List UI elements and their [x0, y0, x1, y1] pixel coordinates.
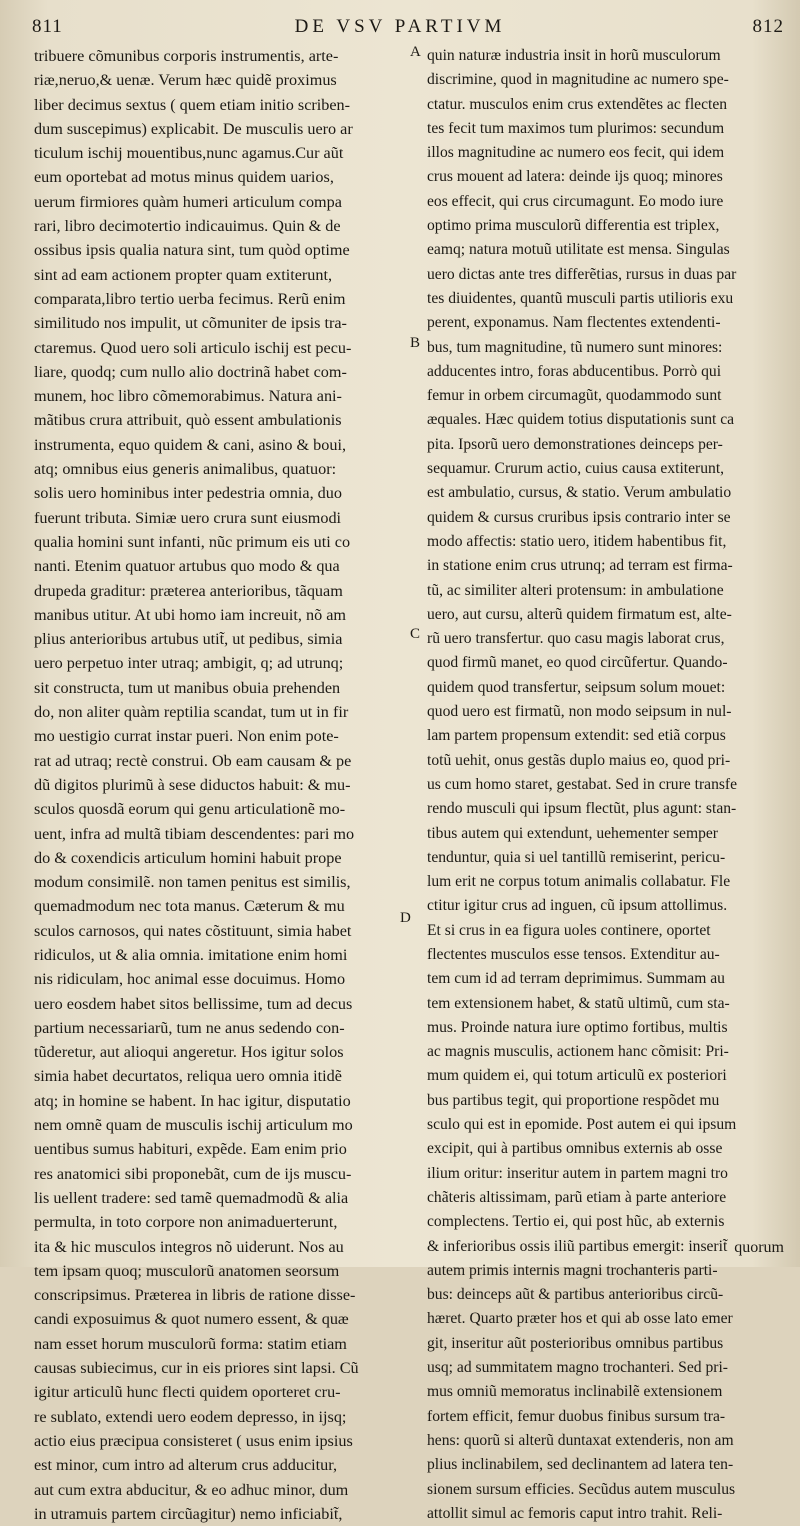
text-line: candi exposuimus & quot numero essent, & quæ — [34, 1310, 349, 1329]
text-line: mãtibus crura attribuit, quò essent ambulationis — [34, 411, 342, 430]
text-line: eum oportebat ad motus minus quidem uarios, — [34, 168, 334, 187]
text-line: pita. Ipsorũ uero demonstrationes deinceps per- — [427, 435, 723, 453]
text-line: dũ digitos plurimũ à sese diductos habuit: & mu- — [34, 775, 351, 794]
text-line: ita & hic musculos integros nõ uiderunt. Nos au — [34, 1237, 344, 1256]
text-line: tes fecit tum maximos tum plurimos: secundum — [427, 119, 725, 137]
text-line: ticulum ischij mouentibus,nunc agamus.Cur aũt — [34, 144, 344, 163]
text-line: nam esset horum musculorũ forma: statim etiam — [34, 1334, 347, 1353]
text-line: dum suscepimus) explicabit. De musculis uero ar — [34, 119, 353, 138]
text-line: hæret. Quarto præter hos et qui ab osse lato emer — [427, 1310, 733, 1328]
text-line: lum erit ne corpus totum animalis collabatur. Fle — [427, 873, 731, 891]
text-line: sculos carnosos, qui nates cõstituunt, simia habet — [34, 921, 352, 940]
text-line: femur in orbem circumagũt, quodammodo sunt — [427, 387, 722, 405]
text-line: flectentes musculos esse tensos. Extenditur au- — [427, 945, 720, 963]
text-line: mus omniũ memoratus inclinabilẽ extensionem — [427, 1383, 723, 1401]
text-line: Et si crus in ea figura uoles continere, oportet — [427, 921, 711, 939]
text-line: tem extensionem habet, & statũ ultimũ, cum sta- — [427, 994, 730, 1012]
text-line: hens: quorũ si alterũ duntaxat extenderis, non am — [427, 1431, 734, 1449]
text-line: re sublato, extendi uero eodem depresso, in ijsq; — [34, 1407, 347, 1426]
text-line: uero, aut cursu, alterũ quidem firmatum est, alte- — [427, 605, 732, 623]
text-line: chãteris altissimam, parũ etiam à parte anteriore — [427, 1188, 727, 1206]
text-line: solis uero hominibus inter pedestria omnia, duo — [34, 484, 342, 503]
text-line: quin naturæ industria insit in horũ musculorum — [427, 47, 721, 64]
margin-letter-b: B — [410, 335, 421, 351]
text-line: tũderetur, aut alioqui angeretur. Hos igitur solos — [34, 1043, 344, 1062]
text-line: liber decimus sextus ( quem etiam initio scriben- — [34, 95, 351, 114]
text-line: uentibus sumus habituri, expẽde. Eam enim prio — [34, 1140, 347, 1159]
text-line: ac magnis musculis, actionem hanc cõmisit: Pri- — [427, 1043, 729, 1061]
running-title: DE VSV PARTIVM — [294, 16, 506, 37]
text-line: instrumenta, equo quidem & cani, asino & boui, — [34, 435, 347, 454]
text-line: eos effecit, qui crus circumagunt. Eo modo iure — [427, 192, 724, 210]
text-line: sit constructa, tum ut manibus obuia prehenden — [34, 678, 341, 697]
text-line: nem omnẽ quam de musculis ischij articulum mo — [34, 1116, 353, 1135]
text-line: autem primis internis magni trochanteris parti- — [427, 1261, 718, 1279]
text-line: do & coxendicis articulum homini habuit prope — [34, 848, 342, 867]
text-line: git, inseritur aũt posterioribus omnibus partibus — [427, 1334, 724, 1352]
text-line: manibus utitur. At ubi homo iam increuit, nõ am — [34, 605, 347, 624]
text-line: mo uestigio currat instar pueri. Non enim pote- — [34, 727, 339, 746]
text-line: sculo qui est in epomide. Post autem ei qui ipsum — [427, 1116, 737, 1134]
text-line: optimo prima musculorũ differentia est triplex, — [427, 217, 720, 235]
text-line: plius inclinabilem, sed declinantem ad latera ten- — [427, 1456, 734, 1474]
text-line: do, non aliter quàm reptilia scandat, tum ut in fir — [34, 703, 349, 722]
text-line: tes diuidentes, quantũ musculi partis utilioris exu — [427, 289, 734, 307]
text-line: crus mouent ad latera: deinde ijs quoq; minores — [427, 168, 723, 186]
text-line: rũ uero transfertur. quo casu magis laborat crus, — [427, 630, 725, 648]
text-line: quidem & cursus cruribus ipsis contrario inter se — [427, 508, 731, 526]
text-line: ossibus ipsis qualia natura sint, tum quòd optime — [34, 241, 350, 260]
text-line: actio eius præcipua consisteret ( usus enim ipsius — [34, 1431, 353, 1450]
text-line: ctaremus. Quod uero soli articulo ischij est pecu- — [34, 338, 352, 357]
text-line: munem, hoc libro cõmemorabimus. Natura ani- — [34, 387, 342, 406]
text-line: illos magnitudine ac numero eos fecit, qui idem — [427, 144, 725, 162]
page-number-left: 811 — [32, 16, 63, 37]
text-line: partium necessariarũ, tum ne anus sedendo con- — [34, 1018, 345, 1037]
margin-letter-a: A — [410, 44, 421, 60]
text-line: uerum firmiores quàm humeri articulum compa — [34, 192, 342, 211]
text-line: mus. Proinde natura iure optimo fortibus, multis — [427, 1018, 728, 1036]
text-line: aut cum extra abducitur, & eo adhuc minor, dum — [34, 1480, 349, 1499]
text-line: ridiculos, ut & alia omnia. imitatione enim homi — [34, 945, 348, 964]
text-line: liare, quodq; cum nullo alio doctrinã habet com- — [34, 362, 347, 381]
text-line: tem ipsam quoq; musculorũ anatomen seorsum — [34, 1261, 340, 1280]
text-line: usq; ad summitatem magno trochanteri. Sed pri- — [427, 1359, 728, 1377]
margin-letter-d: D — [400, 910, 411, 926]
margin-letter-c: C — [410, 626, 421, 642]
text-line: simia habet decurtatos, reliqua uero omnia itidẽ — [34, 1067, 342, 1086]
text-line: drupeda graditur: præterea anterioribus, tãquam — [34, 581, 343, 600]
text-line: causas subiecimus, cur in eis priores sint lapsi. Cũ — [34, 1359, 359, 1378]
text-line: sionem sursum efficies. Secũdus autem musculus — [427, 1480, 736, 1498]
text-line: in statione enim crus utrunq; ad terram est firma- — [427, 557, 733, 575]
text-line: modo affectis: statio uero, itidem habentibus fit, — [427, 532, 727, 550]
text-line: tũ, ac similiter alteri protensum: in ambulatione — [427, 581, 724, 599]
text-line: quod uero est firmatũ, non modo seipsum in nul- — [427, 703, 732, 721]
text-line: plius anterioribus artubus utit̃, ut pedibus, simia — [34, 630, 343, 649]
text-line: qualia homini sunt infanti, nũc primum eis uti co — [34, 532, 351, 551]
text-line: fuerunt tributa. Simiæ uero crura sunt eiusmodi — [34, 508, 342, 527]
text-line: bus, tum magnitudine, tũ numero sunt minores: — [427, 338, 723, 356]
catchword: quorum — [734, 1239, 784, 1256]
text-line: rendo musculi qui ipsum flectũt, plus agunt: stan- — [427, 800, 737, 818]
page-number-right: 812 — [752, 16, 784, 37]
text-line: rat ad utraq; rectè construi. Ob eam causam & pe — [34, 751, 352, 770]
text-line: similitudo nos impulit, ut cõmuniter de ipsis tra- — [34, 314, 347, 333]
text-line: lis uellent tradere: sed tamẽ quemadmodũ & alia — [34, 1188, 349, 1207]
text-line: ilium oritur: inseritur autem in partem magni tro — [427, 1164, 728, 1182]
text-line: comparata,libro tertio uerba fecimus. Rerũ enim — [34, 289, 346, 308]
text-line: est ambulatio, cursus, & statio. Verum ambulatio — [427, 484, 732, 502]
text-line: conscripsimus. Præterea in libris de ratione disse- — [34, 1286, 356, 1305]
text-line: adducentes intro, foras abducentibus. Porrò qui — [427, 362, 722, 380]
text-line: us cum homo staret, gestabat. Sed in crure transfe — [427, 775, 738, 793]
left-text-column — [34, 44, 404, 1526]
text-line: sculos quosdã eorum qui genu articulationẽ mo- — [34, 800, 346, 819]
text-line: æquales. Hæc quidem totius disputationis sunt ca — [427, 411, 735, 429]
text-line: uero dictas ante tres differẽtias, rursus in duas par — [427, 265, 737, 283]
text-line: attollit simul ac femoris caput intro trahit. Reli- — [427, 1504, 723, 1522]
text-line: quod firmũ manet, eo quod circũfertur. Quando- — [427, 654, 728, 672]
text-line: uero eosdem habet sitos bellissime, tum ad decus — [34, 994, 353, 1013]
text-line: bus: deinceps aũt & partibus anterioribus circũ- — [427, 1286, 724, 1304]
text-line: quemadmodum nec tota manus. Cæterum & mu — [34, 897, 345, 916]
page-header — [0, 16, 800, 42]
text-line: eamq; natura motuũ utilitate est mensa. Singulas — [427, 241, 730, 259]
text-line: nis ridiculam, hoc animal esse docuimus. Homo — [34, 970, 346, 989]
right-text-column — [427, 44, 783, 1526]
text-line: sequamur. Crurum actio, cuius causa extiterunt, — [427, 460, 725, 478]
text-line: bus partibus tegit, qui proportione respõdet mu — [427, 1091, 720, 1109]
text-line: ctatur. musculos enim crus extendẽtes ac flecten — [427, 95, 728, 113]
text-line: in utramuis partem circũagitur) nemo inficiabit̃, — [34, 1504, 343, 1523]
text-line: tem cum id ad terram deprimimus. Summam au — [427, 970, 725, 988]
text-line: excipit, qui à partibus omnibus externis ab osse — [427, 1140, 723, 1158]
text-line: totũ uehit, onus gestãs duplo maius eo, quod pri- — [427, 751, 731, 769]
text-line: uent, infra ad multã tibiam descendentes: pari mo — [34, 824, 355, 843]
text-line: riæ,neruo,& uenæ. Verum hæc quidẽ proximus — [34, 71, 337, 90]
text-line: atq; omnibus eius generis animalibus, quatuor: — [34, 460, 337, 479]
text-line: & inferioribus ossis iliũ partibus emergit: inserit̃ — [427, 1237, 728, 1255]
text-line: est minor, cum intro ad alterum crus adducitur, — [34, 1456, 338, 1475]
text-line: atq; in homine se habent. In hac igitur, disputatio — [34, 1091, 351, 1110]
text-line: permulta, in toto corpore non animaduerterunt, — [34, 1213, 338, 1232]
text-line: uero perpetuo inter utraq; ambigit, q; ad utrunq; — [34, 654, 344, 673]
text-line: perent, exponamus. Nam flectentes extendenti- — [427, 314, 721, 332]
text-line: discrimine, quod in magnitudine ac numero spe- — [427, 71, 729, 89]
text-line: sint ad eam actionem propter quam extiterunt, — [34, 265, 333, 284]
text-line: tribuere cõmunibus corporis instrumentis, arte- — [34, 47, 339, 65]
text-line: lam partem propensum extendit: sed etiã corpus — [427, 727, 726, 745]
text-line: tenduntur, quia si uel tantillũ remiserint, pericu- — [427, 848, 726, 866]
text-line: nanti. Etenim quatuor artubus quo modo & qua — [34, 557, 340, 576]
text-line: complectens. Tertio ei, qui post hũc, ab externis — [427, 1213, 725, 1231]
text-line: res anatomici sibi proponebãt, cum de ijs muscu- — [34, 1164, 352, 1183]
text-line: tibus autem qui extendunt, uehementer semper — [427, 824, 718, 842]
text-line: fortem efficit, femur duobus finibus sursum tra- — [427, 1407, 726, 1425]
text-line: rari, libro decimotertio indicauimus. Quin & de — [34, 217, 341, 236]
text-line: quidem quod transfertur, seipsum solum mouet: — [427, 678, 726, 696]
text-line: igitur articulũ hunc flecti quidem oporteret cru- — [34, 1383, 341, 1402]
text-line: mum quidem ei, qui totum articulũ ex posteriori — [427, 1067, 727, 1085]
text-line: ctitur igitur crus ad inguen, cũ ipsum attollimus. — [427, 897, 728, 915]
text-line: modum consimilẽ. non tamen penitus est similis, — [34, 873, 351, 892]
